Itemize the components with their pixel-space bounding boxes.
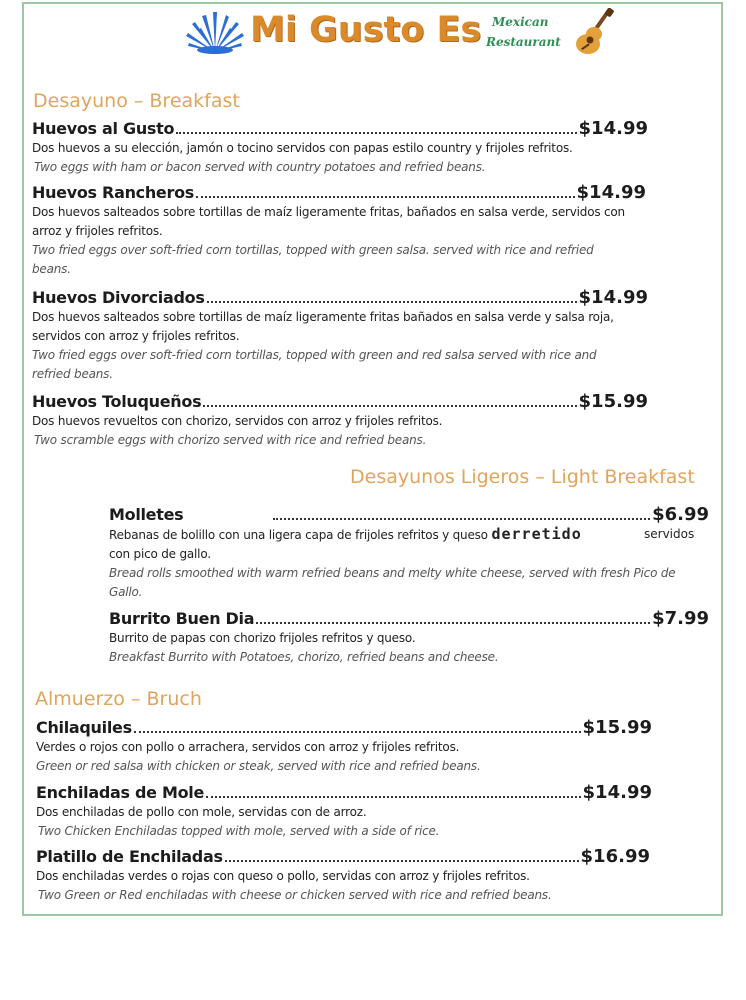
- item-description-en: Two scramble eggs with chorizo served with rice and refried beans.: [34, 433, 427, 447]
- item-name: Chilaquiles: [36, 718, 132, 737]
- item-name: Huevos Toluqueños: [32, 392, 202, 411]
- menu-item-chilaquiles: [36, 717, 652, 776]
- item-price: $15.99: [582, 717, 652, 738]
- item-description-en: Two fried eggs over soft-fried corn tortillas, topped with green and red salsa served with rice and refried beans.: [32, 348, 597, 381]
- menu-header: [24, 4, 721, 74]
- item-description-en: Breakfast Burrito with Potatoes, chorizo, refried beans and cheese.: [109, 650, 499, 664]
- menu-item-huevos-al-gusto: [32, 118, 648, 177]
- item-description-es: Burrito de papas con chorizo frijoles refritos y queso.: [109, 631, 416, 645]
- item-price: $7.99: [652, 608, 709, 629]
- item-price: $6.99: [652, 504, 709, 525]
- item-description-es: Dos huevos salteados sobre tortillas de maíz ligeramente fritas bañados en salsa verde y salsa roja, servidos con arroz y frijoles refritos.: [32, 310, 614, 343]
- leader-dots: [207, 301, 577, 303]
- item-description-es: Dos enchiladas de pollo con mole, servidas con de arroz.: [36, 805, 367, 819]
- restaurant-subtitle: [486, 12, 561, 52]
- item-description-en: Two fried eggs over soft-fried corn tortillas, topped with green salsa. served with rice and refried beans.: [32, 243, 594, 276]
- menu-item-burrito-buen-dia: [109, 608, 709, 667]
- item-name: Burrito Buen Dia: [109, 609, 255, 628]
- description-text: Rebanas de bolillo con una ligera capa de frijoles refritos y queso: [109, 528, 488, 542]
- item-price: $16.99: [580, 846, 650, 867]
- leader-dots: [206, 796, 581, 798]
- item-name: Platillo de Enchiladas: [36, 847, 223, 866]
- item-price: $14.99: [578, 118, 648, 139]
- item-price: $14.99: [576, 182, 646, 203]
- section-title-light-breakfast: Desayunos Ligeros – Light Breakfast: [350, 466, 695, 488]
- guitar-icon: [572, 8, 618, 56]
- subtitle-line-1: Mexican: [492, 15, 549, 29]
- leader-dots: [196, 196, 575, 198]
- menu-page: [22, 2, 723, 916]
- menu-item-enchiladas-de-mole: [36, 782, 652, 841]
- item-description-en: Two eggs with ham or bacon served with country potatoes and refried beans.: [34, 160, 486, 174]
- menu-item-platillo-de-enchiladas: [36, 846, 650, 905]
- agave-icon: [184, 8, 246, 54]
- menu-item-molletes: [109, 504, 709, 602]
- leader-dots: [225, 860, 579, 862]
- item-name: Molletes: [109, 505, 184, 524]
- item-description-es: Verdes o rojos con pollo o arrachera, servidos con arroz y frijoles refritos.: [36, 740, 460, 754]
- leader-dots: [176, 132, 576, 134]
- item-price: $15.99: [578, 391, 648, 412]
- item-description-es: Dos huevos revueltos con chorizo, servidos con arroz y frijoles refritos.: [32, 414, 443, 428]
- item-price: $14.99: [578, 287, 648, 308]
- section-title-breakfast: Desayuno – Breakfast: [33, 90, 240, 112]
- item-description-es-continued: con pico de gallo.: [109, 547, 211, 561]
- item-name: Huevos al Gusto: [32, 119, 175, 138]
- item-description-en: Two Green or Red enchiladas with cheese or chicken served with rice and refried beans.: [38, 888, 552, 902]
- section-title-brunch: Almuerzo – Bruch: [35, 688, 202, 710]
- item-description-en: Green or red salsa with chicken or steak, served with rice and refried beans.: [36, 759, 481, 773]
- item-description-es: Dos huevos salteados sobre tortillas de maíz ligeramente fritas, bañados en salsa verde, servidos con arroz y frijoles refritos.: [32, 205, 625, 238]
- menu-item-huevos-divorciados: [32, 287, 648, 384]
- item-price: $14.99: [582, 782, 652, 803]
- item-description-es: Dos enchiladas verdes o rojas con queso o pollo, servidas con arroz y frijoles refritos.: [36, 869, 530, 883]
- item-description-es: Dos huevos a su elección, jamón o tocino servidos con papas estilo country y frijoles refritos.: [32, 141, 573, 155]
- item-name: Enchiladas de Mole: [36, 783, 205, 802]
- item-description-es: [109, 525, 709, 545]
- item-description-en: Bread rolls smoothed with warm refried beans and melty white cheese, served with fresh Pico de Gallo.: [109, 566, 676, 599]
- leader-dots: [273, 518, 650, 520]
- menu-item-huevos-toluquenos: [32, 391, 648, 450]
- item-name: Huevos Rancheros: [32, 183, 194, 202]
- handwritten-note: derretido: [491, 525, 582, 543]
- subtitle-line-2: Restaurant: [486, 35, 561, 49]
- item-description-en: Two Chicken Enchiladas topped with mole, served with a side of rice.: [38, 824, 440, 838]
- leader-dots: [256, 622, 650, 624]
- side-note: servidos: [644, 527, 695, 541]
- leader-dots: [203, 405, 576, 407]
- leader-dots: [134, 731, 581, 733]
- item-name: Huevos Divorciados: [32, 288, 205, 307]
- menu-item-huevos-rancheros: [32, 182, 646, 279]
- restaurant-name: Mi Gusto Es: [250, 10, 482, 50]
